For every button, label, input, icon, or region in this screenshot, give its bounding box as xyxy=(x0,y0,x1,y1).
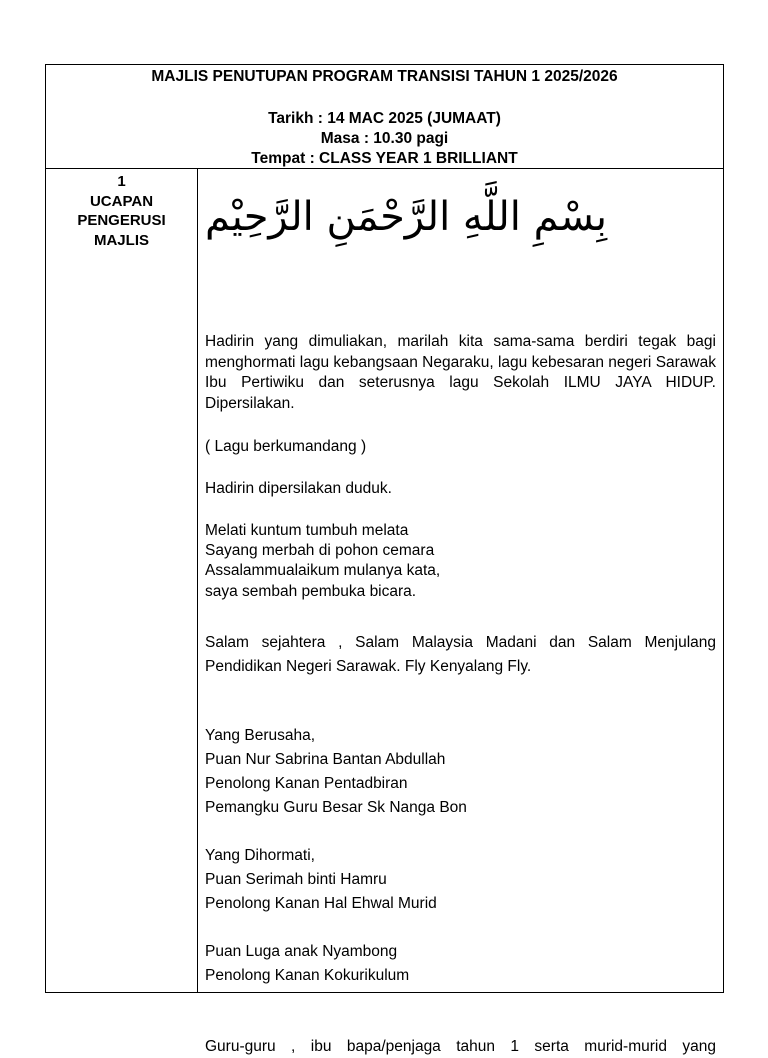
pantun-line: saya sembah pembuka bicara. xyxy=(205,583,417,600)
guest-line: Yang Dihormati, xyxy=(205,847,315,864)
sit-instruction: Hadirin dipersilakan duduk. xyxy=(205,480,392,497)
event-date: Tarikh : 14 MAC 2025 (JUMAAT) xyxy=(268,110,501,127)
event-time: Masa : 10.30 pagi xyxy=(320,130,449,147)
event-venue: Tempat : CLASS YEAR 1 BRILLIANT xyxy=(251,150,518,167)
pantun-line: Assalammualaikum mulanya kata, xyxy=(205,562,441,579)
guest-line: Puan Nur Sabrina Bantan Abdullah xyxy=(205,751,446,768)
guest-line: Penolong Kanan Hal Ehwal Murid xyxy=(205,895,437,912)
guest-line: Puan Luga anak Nyambong xyxy=(205,943,398,960)
item-label-cell xyxy=(46,169,198,992)
item-label-line: MAJLIS xyxy=(93,231,149,249)
anthem-paragraph: Hadirin yang dimuliakan, marilah kita sama-sama berdiri tegak bagi menghormati lagu kebangsaan Negaraku, lagu kebesaran negeri Sarawak Ibu Pertiwiku dan seterusnya lagu Sekolah ILMU JAYA HIDUP. Dipersilakan. xyxy=(205,333,716,412)
greeting-paragraph: Salam sejahtera , Salam Malaysia Madani dan Salam Menjulang Pendidikan Negeri Sarawak. Fly Kenyalang Fly. xyxy=(205,634,716,675)
item-label-line: PENGERUSI xyxy=(77,212,166,229)
guest-line: Penolong Kanan Kokurikulum xyxy=(205,967,410,984)
pantun-line: Sayang merbah di pohon cemara xyxy=(205,542,435,559)
closing-line: Guru-guru , ibu bapa/penjaga tahun 1 serta murid-murid yang xyxy=(205,1038,716,1055)
guest-line: Pemangku Guru Besar Sk Nanga Bon xyxy=(205,799,467,816)
basmala-text: بِسْمِ اللَّهِ الرَّحْمَنِ الرَّحِيْم xyxy=(205,194,608,240)
speech-cell xyxy=(205,169,716,1055)
guest-line: Penolong Kanan Pentadbiran xyxy=(205,775,408,792)
guest-line: Puan Serimah binti Hamru xyxy=(205,871,387,888)
event-title: MAJLIS PENUTUPAN PROGRAM TRANSISI TAHUN 1 2025/2026 xyxy=(151,68,618,85)
item-label-line: UCAPAN xyxy=(89,192,154,210)
pantun-line: Melati kuntum tumbuh melata xyxy=(205,522,409,539)
guest-line: Yang Berusaha, xyxy=(205,727,316,744)
program-table xyxy=(45,64,724,1055)
table-header xyxy=(46,65,723,169)
item-number: 1 xyxy=(117,173,126,190)
anthem-note: ( Lagu berkumandang ) xyxy=(205,438,367,455)
